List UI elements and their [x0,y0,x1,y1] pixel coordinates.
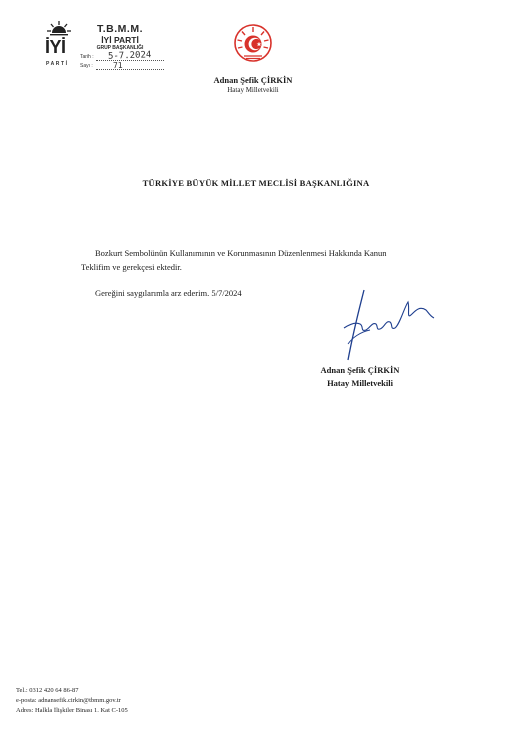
stamp-party: İYİ PARTİ [101,35,139,45]
handwritten-signature [330,284,440,366]
header-mp-title: Hatay Milletvekili [227,86,279,94]
stamp-number-label: Sayı : [80,63,93,69]
signature-title: Hatay Milletvekili [327,378,393,388]
parliament-emblem-icon [234,24,272,62]
letter-heading: TÜRKİYE BÜYÜK MİLLET MECLİSİ BAŞKANLIĞINA [142,178,370,188]
letter-closing: Gereğini saygılarımla arz ederim. 5/7/2024 [95,288,242,298]
header-mp-name: Adnan Şefik ÇİRKİN [213,75,293,85]
footer-address: Adres: Halkla İlişkiler Binası 1. Kat C-105 [16,706,128,714]
footer-phone: Tel.: 0312 420 64 86-87 [16,687,79,694]
stamp-date-label: Tarih : [80,54,94,60]
stamp-number-line [96,69,164,70]
signature-name: Adnan Şefik ÇİRKİN [320,365,400,375]
letter-body: Bozkurt Sembolünün Kullanımının ve Korunmasının Düzenlenmesi Hakkında Kanun Teklifim ve gerekçesi ektedir. [81,248,387,272]
footer-email: e-posta: adnansefik.cirkin@tbmm.gov.tr [16,696,121,704]
footer-contact [16,686,128,715]
party-logo-text: İYİ [45,37,66,57]
party-logo-subtext: PARTİ [46,61,69,67]
registry-stamp [80,23,170,73]
stamp-number-value: 71 [112,60,123,71]
stamp-date-value: 5-7.2024 [107,50,152,62]
stamp-group: GRUP BAŞKANLIĞI [96,45,144,51]
stamp-title: T.B.M.M. [97,23,143,35]
